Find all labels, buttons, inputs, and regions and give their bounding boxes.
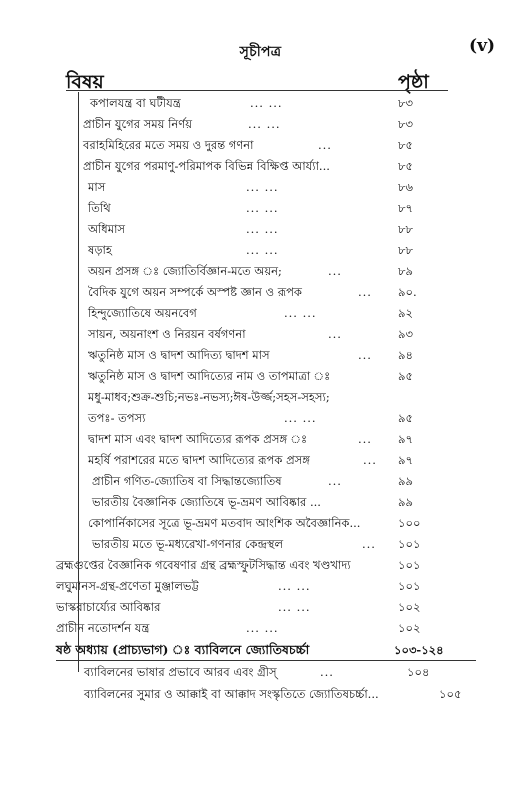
entry-page: ৯৭ — [398, 432, 413, 446]
contents-entry — [88, 199, 450, 219]
entry-leader: ... ... — [250, 96, 283, 110]
contents-entry — [56, 598, 466, 618]
contents-entry — [88, 283, 450, 303]
contents-entry — [88, 514, 463, 534]
entry-leader: ... ... — [246, 621, 279, 635]
entry-title: বরাহমিহিরের মতে সময় ও দুরন্ত গণনা — [83, 138, 254, 152]
entry-title: কোপার্নিকাসের সূত্রে ভূ-ভ্রমণ মতবাদ আংশিক অবৈজ্ঞানিক... — [88, 516, 361, 530]
entry-leader: ... ... — [284, 306, 317, 320]
entry-title: ব্যাবিলনের সুমার ও আক্কাই বা আক্কাদ সংস্কৃতিতে জ্যোতিষচর্চ্চা... — [84, 687, 379, 701]
entry-page: ১০২ — [398, 600, 421, 614]
entry-leader: ... ... — [248, 117, 281, 131]
contents-entry — [88, 304, 450, 324]
entry-title: কপালযন্ত্র বা ঘটীযন্ত্র — [90, 96, 181, 110]
chapter-entry — [56, 641, 476, 661]
entry-page: ৯৯ — [398, 474, 413, 488]
entry-page: ১০১ — [398, 579, 421, 593]
entry-leader: ... ... — [278, 600, 311, 614]
entry-title: প্রাচীন যুগের সময় নির্ণয় — [83, 117, 192, 131]
entry-title: প্রাচীন গণিত-জ্যোতিষ বা সিদ্ধান্তজ্যোতিষ — [92, 474, 282, 488]
entry-leader: ... — [363, 453, 377, 467]
entry-title: ভাস্করাচার্য্যের আবিষ্কার — [56, 600, 161, 614]
contents-entry — [88, 262, 450, 282]
entry-page: ১০০ — [398, 516, 421, 530]
contents-entry — [88, 241, 450, 261]
page-column-heading: পৃষ্ঠা — [398, 71, 429, 93]
entry-title: ব্যাবিলনের ভাষার প্রভাবে আরব এবং গ্রীস্ — [84, 665, 277, 679]
entry-page: ৯৯ — [398, 495, 413, 509]
entry-leader: ... — [362, 537, 376, 551]
chapter-page-range: ১০৩-১২৪ — [394, 643, 444, 657]
entry-title: অধিমাস — [88, 222, 126, 236]
entry-leader: ... ... — [246, 180, 279, 194]
entry-title: তপঃ- তপস্য — [88, 411, 146, 425]
entry-page: ৮৯ — [398, 264, 413, 278]
entry-title: ভারতীয় মতে ভূ-মধ্যরেখা-গণনার কেন্দ্রস্থল — [92, 537, 284, 551]
entry-page: ৮৫ — [398, 159, 413, 173]
entry-title: মাস — [88, 180, 106, 194]
entry-leader: ... — [328, 474, 342, 488]
entry-page: ৮৮ — [398, 222, 413, 236]
contents-entry — [88, 367, 450, 387]
column-divider — [78, 92, 79, 672]
contents-entry — [84, 685, 489, 705]
contents-entry — [88, 430, 450, 450]
entry-page: ১০১ — [398, 537, 421, 551]
entry-page: ৯০. — [398, 285, 417, 299]
contents-entry — [56, 577, 466, 597]
page-title: সূচীপত্র — [239, 44, 282, 60]
entry-title: ষড়াহ — [88, 243, 112, 257]
header-rule — [66, 90, 448, 91]
entry-title: তিথি — [88, 201, 111, 215]
entry-title: মধু-মাধব;শুক্র-শুচি;নভঃ-নভস্য;ঈষ-উর্জ্জ;সহস-সহস্য; — [88, 390, 330, 404]
entry-leader: ... ... — [284, 411, 317, 425]
entry-leader: ... ... — [278, 579, 311, 593]
entry-page: ৯২ — [398, 306, 413, 320]
entry-page: ৮৮ — [398, 243, 413, 257]
entry-page: ১০৫ — [439, 687, 462, 701]
entry-title: বৈদিক যুগে অয়ন সম্পর্কে অস্পষ্ট জ্ঞান ও রূপক — [88, 285, 302, 299]
contents-entry — [92, 472, 450, 492]
entry-title: ঋতুনিষ্ঠ মাস ও দ্বাদশ আদিত্য দ্বাদশ মাস — [88, 348, 270, 362]
entry-title: ব্রহ্মগুপ্তের বৈজ্ঞানিক গবেষণার গ্রন্থ ব্রহ্মস্ফুটসিদ্ধান্ত এবং খণ্ডখাদ্য — [56, 558, 351, 572]
contents-entry — [56, 556, 466, 576]
contents-entry — [88, 409, 450, 429]
entry-page: ৯৭ — [398, 453, 413, 467]
entry-page: ৯৫ — [398, 411, 413, 425]
entry-leader: ... ... — [246, 222, 279, 236]
entry-leader: ... ... — [246, 243, 279, 257]
entry-title: লঘুমানস-গ্রন্থ-প্রণেতা মুঞ্জালভট্ট — [56, 579, 199, 593]
contents-entry — [92, 535, 463, 555]
entry-title: সায়ন, অয়নাংশ ও নিরয়ন বর্ষগণনা — [88, 327, 246, 341]
contents-entry — [84, 663, 474, 683]
entry-title: প্রাচীন যুগের পরমাণু-পরিমাপক বিভিন্ন বিক্ষিপ্ত আর্য্যা... — [83, 159, 330, 173]
entry-leader: ... — [320, 665, 334, 679]
entry-title: অয়ন প্রসঙ্গ ঃ জ্যোতির্বিজ্ঞান-মতে অয়ন; — [88, 264, 282, 278]
entry-title: ভারতীয় বৈজ্ঞানিক জ্যোতিষে ভূ-ভ্রমণ আবিষ্কার ... — [92, 495, 321, 509]
entry-title: দ্বাদশ মাস এবং দ্বাদশ আদিত্যের রূপক প্রসঙ্গ ঃ — [88, 432, 308, 446]
contents-entry — [83, 115, 450, 135]
entry-leader: ... — [328, 264, 342, 278]
entry-leader: ... — [358, 285, 372, 299]
entry-page: ৯৫ — [398, 369, 413, 383]
entry-leader: ... ... — [246, 201, 279, 215]
contents-entry — [56, 619, 466, 639]
entry-leader: ... — [328, 327, 342, 341]
entry-page: ৮৭ — [398, 201, 413, 215]
chapter-title: ষষ্ঠ অধ্যায় (প্রাচ্যভাগ) ঃ ব্যাবিলনে জ্যোতিষচর্চ্চা — [56, 642, 310, 657]
entry-page: ৯৩ — [398, 327, 413, 341]
contents-entry — [83, 157, 450, 177]
entry-title: হিন্দুজ্যোতিষে অয়নবেগ — [88, 306, 197, 320]
contents-entry — [88, 346, 450, 366]
entry-page: ১০৪ — [407, 665, 430, 679]
entry-title: প্রাচীন নতোদর্শন যন্ত্র — [56, 621, 150, 635]
entry-title: মহর্ষি পরাশরের মতে দ্বাদশ আদিত্যের রূপক প্রসঙ্গ — [88, 453, 310, 467]
entry-page: ১০১ — [398, 558, 421, 572]
contents-entry — [88, 220, 450, 240]
chapter-rule — [56, 660, 476, 661]
entry-page: ৯৪ — [398, 348, 413, 362]
contents-entry — [83, 136, 450, 156]
entry-page: ৮৬ — [398, 180, 413, 194]
entry-page: ৮৫ — [398, 138, 413, 152]
contents-entry — [88, 451, 450, 471]
entry-page: ৮৩ — [398, 96, 413, 110]
entry-page: ৮৩ — [398, 117, 413, 131]
contents-entry — [92, 493, 450, 513]
entry-leader: ... — [358, 348, 372, 362]
page-number: (v) — [469, 36, 495, 56]
contents-entry — [88, 388, 450, 408]
entry-title: ঋতুনিষ্ঠ মাস ও দ্বাদশ আদিত্যের নাম ও তাপমাত্রা ঃ — [88, 369, 331, 383]
entry-page: ১০২ — [398, 621, 421, 635]
entry-leader: ... — [358, 432, 372, 446]
contents-entry — [88, 178, 450, 198]
contents-entry — [88, 325, 450, 345]
entry-leader: ... — [318, 138, 332, 152]
subject-column-heading: বিষয় — [66, 71, 104, 93]
contents-entry — [90, 94, 450, 114]
